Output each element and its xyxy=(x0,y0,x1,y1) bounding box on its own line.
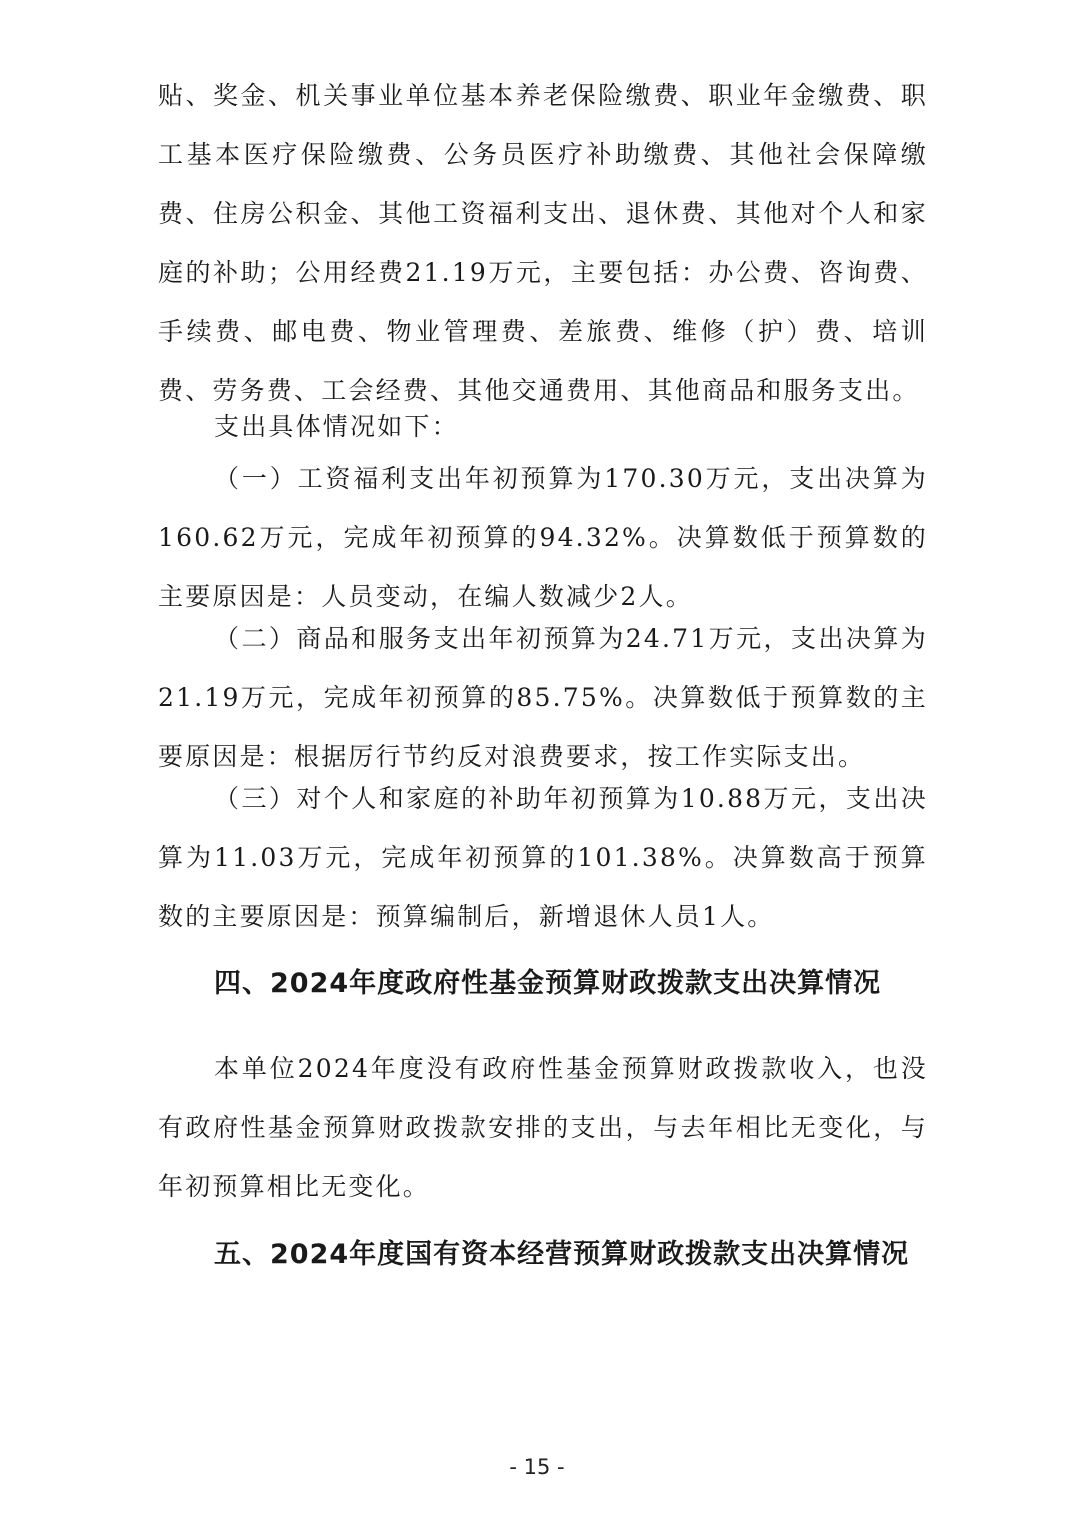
paragraph-expense-intro: 支出具体情况如下： xyxy=(214,412,459,441)
section-heading-state-capital: 五、2024年度国有资本经营预算财政拨款支出决算情况 xyxy=(214,1239,910,1270)
paragraph-public-expense-detail: 贴、奖金、机关事业单位基本养老保险缴费、职业年金缴费、职工基本医疗保险缴费、公务员医疗补助缴费、其他社会保障缴费、住房公积金、其他工资福利支出、退休费、其他对个人和家庭的补助；公用经费21.19万元，主要包括：办公费、咨询费、手续费、邮电费、物业管理费、差旅费、维修（护）费、培训费、劳务费、工会经费、其他交通费用、其他商品和服务支出。 xyxy=(158,81,928,405)
section-heading-government-fund: 四、2024年度政府性基金预算财政拨款支出决算情况 xyxy=(214,968,882,999)
page-number: - 15 - xyxy=(509,1455,565,1479)
paragraph-government-fund: 本单位2024年度没有政府性基金预算财政拨款收入，也没有政府性基金预算财政拨款安排的支出，与去年相比无变化，与年初预算相比无变化。 xyxy=(158,1054,928,1201)
paragraph-goods-services: （二）商品和服务支出年初预算为24.71万元，支出决算为21.19万元，完成年初预算的85.75%。决算数低于预算数的主要原因是：根据厉行节约反对浪费要求，按工作实际支出。 xyxy=(158,624,928,771)
paragraph-salary-welfare: （一）工资福利支出年初预算为170.30万元，支出决算为160.62万元，完成年初预算的94.32%。决算数低于预算数的主要原因是：人员变动，在编人数减少2人。 xyxy=(158,464,928,611)
paragraph-household-subsidy: （三）对个人和家庭的补助年初预算为10.88万元，支出决算为11.03万元，完成年初预算的101.38%。决算数高于预算数的主要原因是：预算编制后，新增退休人员1人。 xyxy=(158,784,928,931)
